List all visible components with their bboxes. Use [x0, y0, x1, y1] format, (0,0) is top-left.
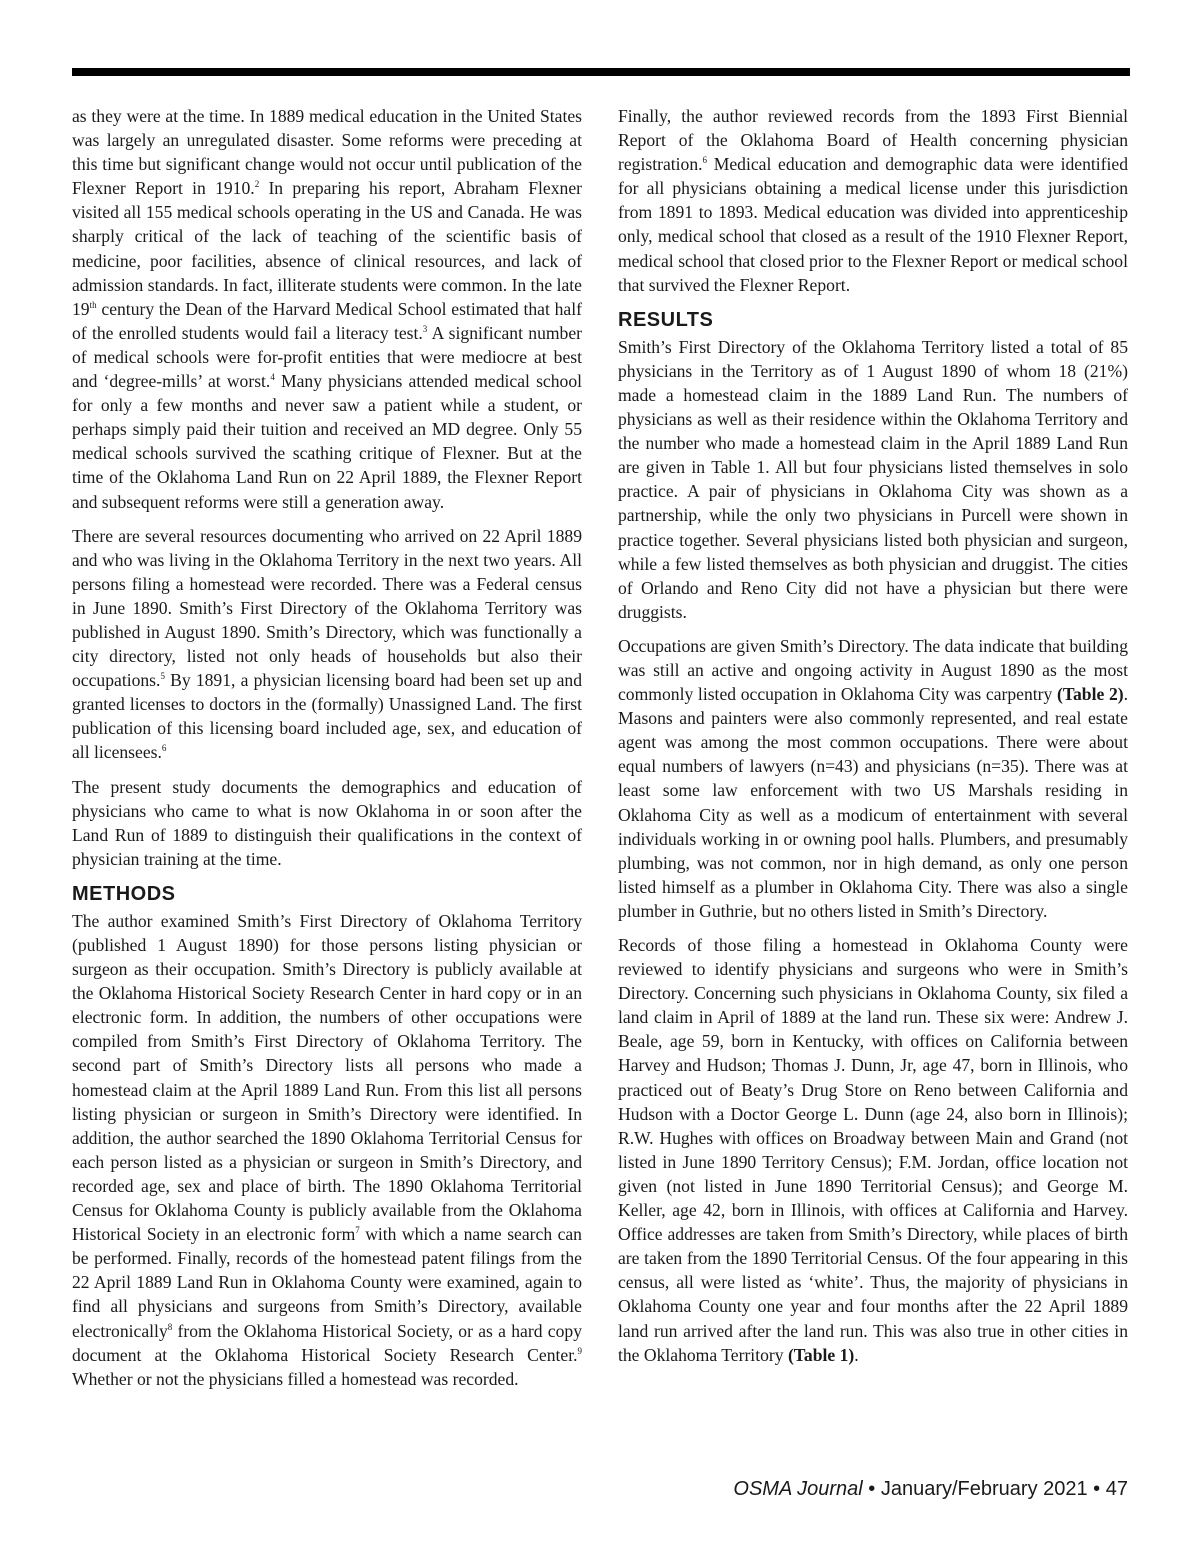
paragraph-present-study: The present study documents the demographics and education of physicians who came to what is now Oklahoma in or soon after the Land Run of 1889 to distinguish their qualifications in the context of physician training at the time. — [72, 776, 582, 869]
header-rule — [72, 68, 1130, 76]
page-footer — [733, 1478, 1128, 1501]
footnote-ref: 6 — [702, 155, 708, 166]
footnote-ref: 9 — [577, 1345, 582, 1356]
footnote-ref: 8 — [167, 1321, 173, 1332]
footnote-ref: 3 — [422, 323, 428, 334]
footer-separator: • — [862, 1478, 881, 1500]
results-heading: RESULTS — [618, 308, 714, 331]
footer-separator: • — [1087, 1478, 1106, 1500]
left-column — [72, 104, 582, 1401]
paragraph-methods: The author examined Smith’s First Directory of Oklahoma Territory (published 1 August 1890) for those persons listing physician or surgeon as their occupation. Smith’s Directory is publicly available at the Oklahoma Historical Society Research Center in hard copy or in an electronic form. In addition, the numbers of other occupations were compiled from Smith’s First Directory of Oklahoma Territory. The second part of Smith’s Directory lists all persons who made a homestead claim at the April 1889 Land Run. From this list all persons listing physician or surgeon in Smith’s Directory were identified. In addition, the author searched the 1890 Oklahoma Territorial Census for each person listed as a physician or surgeon in Smith’s Directory, and recorded age, sex and place of birth. The 1890 Oklahoma Territorial Census for Oklahoma County is publicly available from the Oklahoma Historical Society in an electronic form$^7$ with which a name search can be performed. Finally, records of the homestead patent filings from the 22 April 1889 Land Run in Oklahoma County were examined, again to find all physicians and surgeons from Smith’s Directory, available electronically$^8$ from the Oklahoma Historical Society, or as a hard copy document at the Oklahoma Historical Society Research Center.$^9$ Whether or not the physicians filled a homestead was recorded. — [72, 910, 582, 1389]
paragraph-results-physicians: Smith’s First Directory of the Oklahoma Territory listed a total of 85 physicians in the Territory as of 1 August 1890 of whom 18 (21%) made a homestead claim in the 1889 Land Run. The numbers of physicians as well as their residence within the Oklahoma Territory and the number who made a homestead claim in the April 1889 Land Run are given in Table 1. All but four physicians listed themselves in solo practice. A pair of physicians in Oklahoma City was shown as a partnership, while the only two physicians in Purcell were shown in practice together. Several physicians listed both physician and surgeon, while a few listed themselves as both physician and druggist. The cities of Orlando and Reno City did not have a physician but there were druggists. — [618, 336, 1128, 622]
superscript: th — [89, 299, 97, 310]
journal-title: OSMA Journal — [733, 1478, 863, 1500]
footnote-ref: 4 — [270, 372, 275, 383]
paragraph-board-of-health: Finally, the author reviewed records from the 1893 First Biennial Report of the Oklahoma Board of Health concerning physician registration.$^6$ Medical education and demographic data were identified for all physicians obtaining a medical license under this jurisdiction from 1891 to 1893. Medical education was divided into apprenticeship only, medical school that closed as a result of the 1910 Flexner Report, medical school that closed prior to the Flexner Report or medical school that survived the Flexner Report. — [618, 106, 1128, 295]
table-reference: (Table 1) — [787, 1344, 855, 1365]
paragraph-intro-continued: as they were at the time. In 1889 medical education in the United States was largely an unregulated disaster. Some reforms were preceding at this time but significant change would not occur until publication of the Flexner Report in 1910.$^2$ In preparing his report, Abraham Flexner visited all 155 medical schools operating in the US and Canada. He was sharply critical of the lack of teaching of the scientific basis of medicine, poor facilities, absence of clinical resources, and lack of admission standards. In fact, illiterate students were common. In the late 19th century the Dean of the Harvard Medical School estimated that half of the enrolled students would fail a literacy test.$^3$ A significant number of medical schools were for-profit entities that were mediocre at best and ‘degree-mills’ at worst.$^4$ Many physicians attended medical school for only a few months and never saw a patient while a student, or perhaps simply paid their tuition and received an MD degree. Only 55 medical schools survived the scathing critique of Flexner. But at the time of the Oklahoma Land Run on 22 April 1889, the Flexner Report and subsequent reforms were still a generation away. — [72, 106, 583, 512]
issue-date: January/February 2021 — [880, 1478, 1088, 1500]
footnote-ref: 2 — [254, 179, 260, 190]
paragraph-resources: There are several resources documenting who arrived on 22 April 1889 and who was living in the Oklahoma Territory in the next two years. All persons filing a homestead were recorded. There was a Federal census in June 1890. Smith’s First Directory of the Oklahoma Territory was published in August 1890. Smith’s Directory, which was functionally a city directory, listed not only heads of households but also their occupations.$^5$ By 1891, a physician licensing board had been set up and granted licenses to doctors in the (formally) Unassigned Land. The first publication of this licensing board included age, sex, and education of all licensees.$^6$ — [72, 525, 582, 763]
footnote-ref: 5 — [160, 671, 165, 682]
page-number: 47 — [1105, 1478, 1128, 1500]
footnote-ref: 7 — [355, 1225, 360, 1236]
paragraph-occupations: Occupations are given Smith’s Directory. The data indicate that building was still an active and ongoing activity in August 1890 as the most commonly listed occupation in Oklahoma City was carpentry (Table 2). Masons and painters were also commonly represented, and real estate agent was among the most common occupations. There were about equal numbers of lawyers (n=43) and physicians (n=35). There was at least some law enforcement with two US Marshals residing in Oklahoma City as well as a modicum of entertainment with several individuals working in or owning pool halls. Plumbers, and presumably plumbing, was not common, nor in high demand, as only one person listed himself as a plumber in Oklahoma City. There was also a single plumber in Guthrie, but no others listed in Smith’s Directory. — [618, 635, 1129, 921]
table-reference: (Table 2) — [1057, 684, 1124, 705]
right-column — [618, 104, 1128, 1377]
paragraph-homestead-records: Records of those filing a homestead in Oklahoma County were reviewed to identify physicians and surgeons who were in Smith’s Directory. Concerning such physicians in Oklahoma County, six filed a land claim in April of 1889 at the land run. These six were: Andrew J. Beale, age 59, born in Kentucky, with offices on California between Harvey and Hudson; Thomas J. Dunn, Jr, age 47, born in Illinois, who practiced out of Beaty’s Drug Store on Reno between California and Hudson with a Doctor George L. Dunn (age 24, also born in Illinois); R.W. Hughes with offices on Broadway between Main and Grand (not listed in June 1890 Territory Census); F.M. Jordan, office location not given (not listed in June 1890 Territorial Census); and George M. Keller, age 42, born in Illinois, with offices at California and Harvey. Office addresses are taken from Smith’s Directory, while places of birth are taken from the 1890 Territorial Census. Of the four appearing in this census, all were listed as ‘white’. Thus, the majority of physicians in Oklahoma County one year and four months after the 22 April 1889 land run arrived after the land run. This was also true in other cities in the Oklahoma Territory (Table 1). — [618, 935, 1128, 1365]
methods-heading: METHODS — [72, 882, 176, 905]
footnote-ref: 6 — [161, 743, 167, 754]
